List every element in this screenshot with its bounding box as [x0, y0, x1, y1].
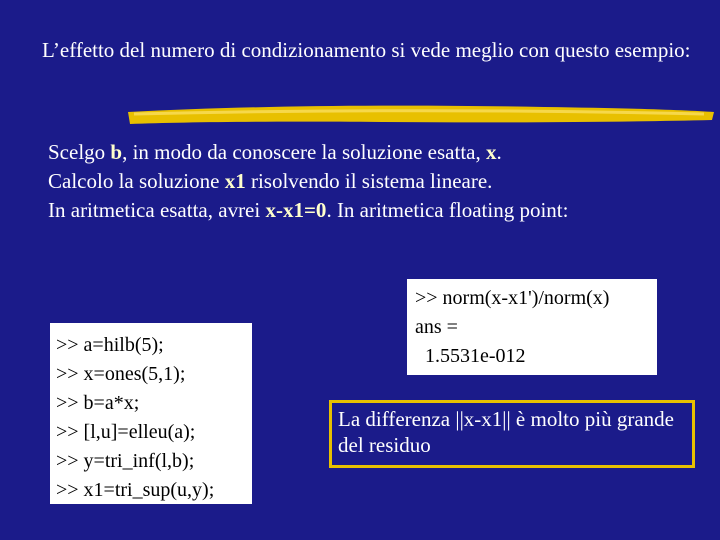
intro-text-part: Scelgo: [48, 140, 111, 164]
result-line: >> norm(x-x1')/norm(x): [415, 287, 610, 309]
intro-text-part: , in modo da conoscere la soluzione esatta,: [122, 140, 486, 164]
keyword: b: [110, 140, 123, 164]
code-box: [50, 323, 252, 504]
result-box: [407, 279, 657, 375]
code-line: >> x=ones(5,1);: [56, 363, 186, 385]
code-line: >> y=tri_inf(l,b);: [56, 450, 195, 472]
code-line: >> a=hilb(5);: [56, 334, 164, 356]
intro-text-part: .: [496, 140, 502, 164]
note-text: La differenza ||x-x1|| è molto più grande del residuo: [338, 407, 674, 457]
intro-text-part: In aritmetica esatta, avrei: [48, 198, 266, 222]
intro-text-part: Calcolo la soluzione: [48, 169, 225, 193]
note-box: [329, 400, 695, 468]
keyword: x: [485, 140, 497, 164]
intro-text: [48, 138, 708, 225]
code-line: >> x1=tri_sup(u,y);: [56, 479, 215, 501]
result-line: ans =: [415, 316, 458, 338]
slide-title: L’effetto del numero di condizionamento si vede meglio con questo esempio:: [42, 38, 691, 62]
highlighter-stroke: [124, 100, 720, 128]
code-line: >> b=a*x;: [56, 392, 140, 414]
keyword: x1: [224, 169, 246, 193]
intro-line: [48, 167, 708, 196]
intro-text-part: risolvendo il sistema lineare.: [245, 169, 493, 193]
keyword: x-x1=0: [265, 198, 327, 222]
intro-line: [48, 196, 708, 225]
result-line: 1.5531e-012: [415, 345, 526, 367]
intro-text-part: . In aritmetica floating point:: [326, 198, 569, 222]
code-line: >> [l,u]=elleu(a);: [56, 421, 196, 443]
intro-line: [48, 138, 708, 167]
